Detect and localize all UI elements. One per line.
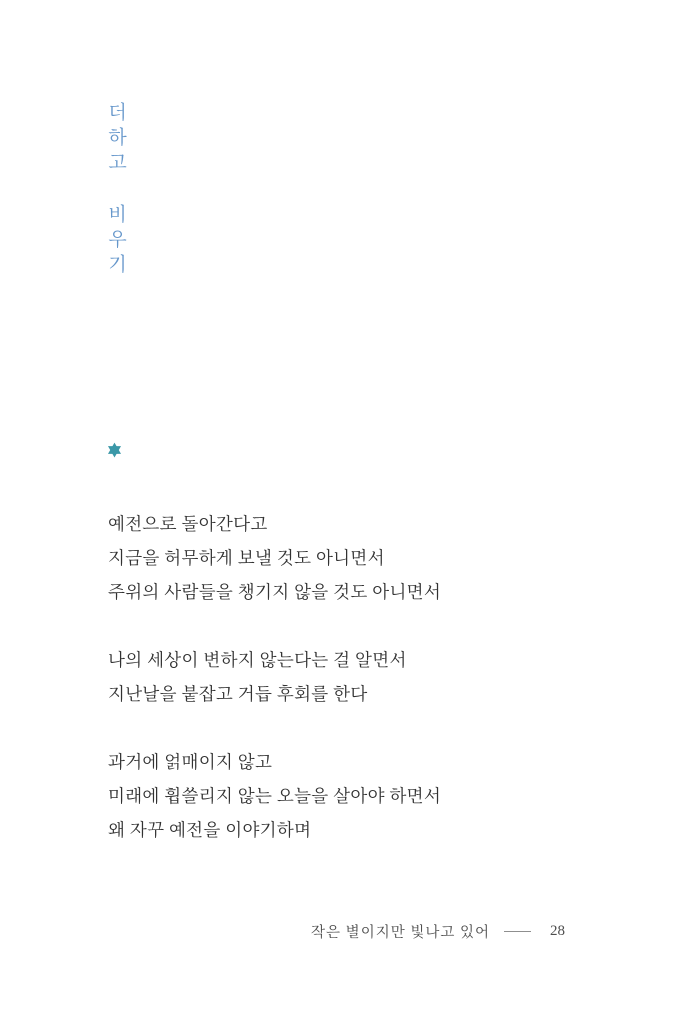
poem-stanza xyxy=(108,643,441,711)
poem-line: 나의 세상이 변하지 않는다는 걸 알면서 xyxy=(108,650,407,670)
page-number: 28 xyxy=(550,922,565,939)
poem-line: 왜 자꾸 예전을 이야기하며 xyxy=(108,820,312,840)
poem-line: 예전으로 돌아간다고 xyxy=(108,514,268,534)
poem-line: 지난날을 붙잡고 거듭 후회를 한다 xyxy=(108,684,368,704)
poem-line: 주위의 사람들을 챙기지 않을 것도 아니면서 xyxy=(108,582,442,602)
page-footer xyxy=(311,921,565,941)
poem-stanza xyxy=(108,745,441,847)
poem-body xyxy=(108,507,441,847)
poem-line: 과거에 얽매이지 않고 xyxy=(108,752,273,772)
poem-stanza xyxy=(108,507,441,609)
book-title-label: 작은 별이지만 빛나고 있어 xyxy=(311,924,490,941)
poem-line: 지금을 허무하게 보낼 것도 아니면서 xyxy=(108,548,385,568)
poem-line: 미래에 휩쓸리지 않는 오늘을 살아야 하면서 xyxy=(108,786,442,806)
footer-divider xyxy=(504,931,531,932)
chapter-title-vertical: 더하고 비우기 xyxy=(105,102,126,279)
six-pointed-star-icon xyxy=(106,441,123,459)
